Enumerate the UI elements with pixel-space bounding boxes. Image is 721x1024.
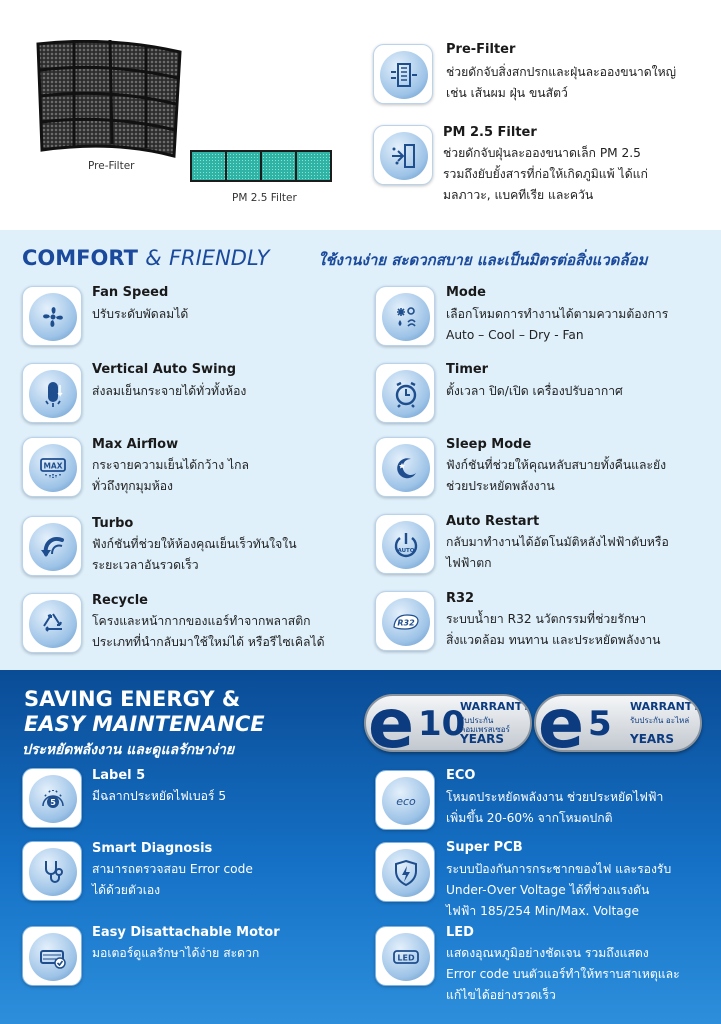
feature-title: Smart Diagnosis [92,841,213,856]
comfort-title-a: COMFORT [22,246,138,270]
feature-desc-line: ระบบป้องกันการกระชากของไฟ และรองรับ [446,862,672,876]
comfort-section [0,230,721,670]
comfort-title-b: FRIENDLY [168,246,270,270]
led-badge: LED [397,953,415,963]
feature-desc-line: แสดงอุณหภูมิอย่างชัดเจน รวมถึงแสดง [446,946,649,960]
feature-desc-line: เพิ่มขึ้น 20-60% จากโหมดปกติ [446,811,613,825]
eco-badge: eco [396,795,416,808]
saving-subtitle: ประหยัดพลังงาน และดูแลรักษาง่าย [22,742,235,758]
filter-section [0,0,721,230]
feature-title: Pre-Filter [446,42,516,57]
motor-icon [22,926,82,986]
feature-title: Auto Restart [446,514,540,529]
feature-desc-line: ช่วยดักจับฝุ่นละอองขนาดเล็ก PM 2.5 [443,146,641,160]
feature-title: Fan Speed [92,285,169,300]
fan-icon [22,286,82,346]
feature-title: Mode [446,285,486,300]
feature-desc-line: มีฉลากประหยัดไฟเบอร์ 5 [92,789,227,803]
shield-bolt-icon [375,842,435,902]
label5-icon [22,768,82,828]
sleep-mode-icon [375,437,435,497]
r32-badge: R32 [397,618,415,628]
warranty-label: WARRANTY [630,700,701,713]
eco-icon [375,770,435,830]
feature-desc-line: ไฟฟ้า 185/254 Min/Max. Voltage [446,904,639,918]
feature-desc-line: สิ่งแวดล้อม ทนทาน และประหยัดพลังงาน [446,633,661,647]
feature-desc-line: ประเภทที่นำกลับมาใช้ใหม่ได้ หรือรีไซเคิลได้ [92,635,325,649]
feature-desc-line: ตั้งเวลา ปิด/เปิด เครื่องปรับอากาศ [446,384,623,398]
feature-desc-line: ช่วยประหยัดพลังงาน [446,479,555,493]
warranty-badge-5 [534,694,702,752]
feature-desc-line: ช่วยดักจับสิ่งสกปรกและฝุ่นละอองขนาดใหญ่ [446,65,677,79]
warranty-e-logo: e [368,694,415,752]
warranty-badge-10 [364,694,532,752]
feature-desc-line: ได้ด้วยตัวเอง [92,883,161,897]
feature-title: ECO [446,768,476,783]
feature-desc-line: Under-Over Voltage ได้ที่ช่วงแรงดัน [446,883,650,897]
feature-desc-line: กลับมาทำงานได้อัตโนมัติหลังไฟฟ้าดับหรือ [446,535,669,549]
turbo-icon [22,516,82,576]
comfort-title [22,246,269,270]
feature-title: Max Airflow [92,437,179,452]
warranty-sub: รับประกัน คอมเพรสเซอร์ [460,716,510,734]
saving-title-amp: & [221,687,241,711]
r32-icon [375,591,435,651]
feature-desc-line: แก้ไขได้อย่างรวดเร็ว [446,988,556,1002]
saving-title-line1 [24,687,240,711]
max-airflow-icon [22,437,82,497]
pre-filter-caption: Pre-Filter [88,160,135,172]
saving-title-a: SAVING ENERGY [24,687,215,711]
pm25-filter-caption: PM 2.5 Filter [232,192,297,204]
feature-title: Super PCB [446,840,523,855]
feature-title: Sleep Mode [446,437,532,452]
feature-title: LED [446,925,474,940]
feature-title: Vertical Auto Swing [92,362,237,377]
feature-desc-line: ไฟฟ้าตก [446,556,492,570]
warranty-label: WARRANTY [460,700,531,713]
comfort-title-amp: & [145,246,162,270]
feature-title: Recycle [92,593,148,608]
mode-icon [375,286,435,346]
warranty-number: 10 [418,704,466,744]
comfort-subtitle: ใช้งานง่าย สะดวกสบาย และเป็นมิตรต่อสิ่งแวดล้อม [318,251,648,269]
warranty-e-logo: e [538,694,585,752]
swing-icon [22,363,82,423]
label5-badge: 5 [50,798,56,807]
feature-title: PM 2.5 Filter [443,125,537,140]
feature-desc-line: กระจายความเย็นได้กว้าง ไกล [92,458,250,472]
recycle-icon [22,593,82,653]
auto-badge: AUTO [397,548,415,554]
warranty-years: YEARS [630,732,675,746]
feature-desc-line: มลภาวะ, แบคทีเรีย และควัน [443,188,594,202]
stethoscope-icon [22,841,82,901]
pre-filter-icon [373,44,433,104]
feature-desc-line: ส่งลมเย็นกระจายได้ทั่วทั้งห้อง [92,384,247,398]
feature-desc-line: ระบบน้ำยา R32 นวัตกรรมที่ช่วยรักษา [446,612,647,626]
pm25-filter-icon [373,125,433,185]
pre-filter-image [34,40,184,160]
max-badge: MAX [43,461,63,471]
feature-desc-line: เลือกโหมดการทำงานได้ตามความต้องการ [446,307,669,321]
saving-section [0,670,721,1024]
feature-desc-line: มอเตอร์ดูแลรักษาได้ง่าย สะดวก [92,946,260,960]
feature-title: Label 5 [92,768,146,783]
auto-restart-icon [375,514,435,574]
feature-title: Timer [446,362,489,377]
feature-desc-line: สามารถตรวจสอบ Error code [92,862,253,876]
warranty-sub: รับประกัน อะไหล่ [630,716,690,725]
saving-title-b: EASY MAINTENANCE [24,712,265,736]
feature-desc-line: Auto – Cool – Dry - Fan [446,328,584,342]
feature-desc-line: โครงและหน้ากากของแอร์ทำจากพลาสติก [92,614,311,628]
feature-desc-line: เช่น เส้นผม ฝุ่น ขนสัตว์ [446,86,568,100]
warranty-number: 5 [588,704,612,744]
feature-title: Easy Disattachable Motor [92,925,280,940]
feature-title: R32 [446,591,475,606]
feature-desc-line: Error code บนตัวแอร์ทำให้ทราบสาเหตุและ [446,967,680,981]
pm25-filter-image [190,150,332,182]
feature-desc-line: ฟังก์ชันที่ช่วยให้ห้องคุณเย็นเร็วทันใจใน [92,537,297,551]
feature-title: Turbo [92,516,134,531]
feature-desc-line: รวมถึงยับยั้งสารที่ก่อให้เกิดภูมิแพ้ ได้แก่ [443,167,648,181]
feature-desc-line: ทั่วถึงทุกมุมห้อง [92,479,173,493]
warranty-years: YEARS [460,732,505,746]
feature-desc-line: ระยะเวลาอันรวดเร็ว [92,558,199,572]
timer-icon [375,363,435,423]
feature-desc-line: ฟังก์ชันที่ช่วยให้คุณหลับสบายทั้งคืนและยัง [446,458,667,472]
feature-desc-line: โหมดประหยัดพลังงาน ช่วยประหยัดไฟฟ้า [446,790,664,804]
led-icon [375,926,435,986]
feature-desc-line: ปรับระดับพัดลมได้ [92,307,189,321]
